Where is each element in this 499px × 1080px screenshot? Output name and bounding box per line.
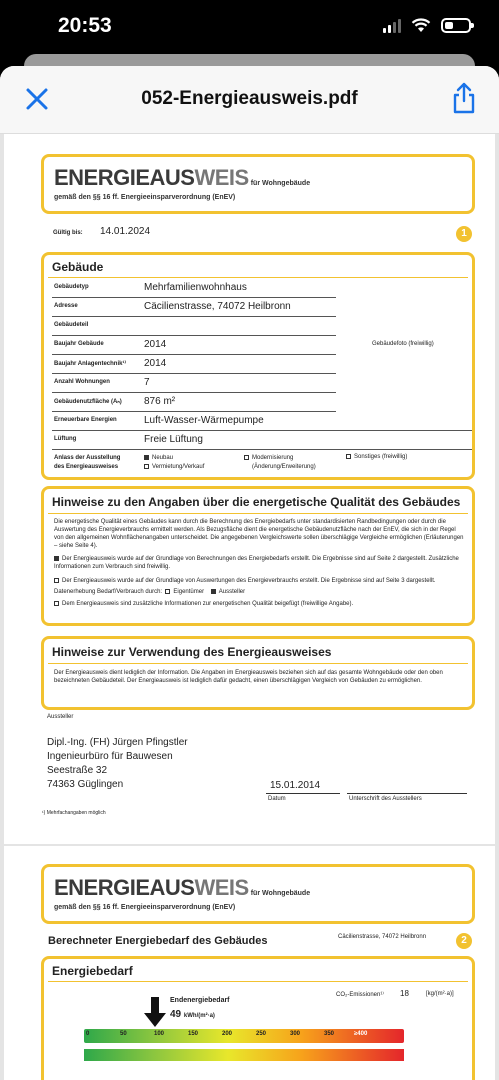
anlass-options-col2: [244, 454, 316, 472]
doc-title-part-a: ENERGIEAUS: [54, 165, 195, 190]
nav-bar: [0, 66, 499, 134]
title-box: [41, 154, 475, 214]
scale-tick: 350: [324, 1031, 335, 1037]
endenergie-value-row: [170, 1009, 215, 1020]
row-value: 2014: [144, 339, 167, 350]
anlass-label: [54, 454, 120, 472]
doc-title-suffix: für Wohngebäude: [250, 180, 311, 187]
anlass-options-col1: [144, 454, 204, 472]
energiebedarf-box: [41, 956, 475, 1080]
pdf-page-1: [4, 134, 495, 844]
checkbox-verbrauch[interactable]: [54, 578, 59, 583]
row-value: Cäcilienstrasse, 74072 Heilbronn: [144, 301, 291, 312]
hinweise-item-zusatz: [54, 600, 464, 608]
aussteller-option-label: Aussteller: [218, 589, 246, 595]
doc-title-2-part-b: WEIS: [194, 875, 249, 900]
aussteller-street: Seestraße 32: [47, 765, 108, 776]
energy-scale-ticks: [84, 1031, 404, 1041]
hinweise-qualitaet-text: Die energetische Qualität eines Gebäudes kann durch die Berechnung des Energiebedarfs unter standardisierten Randbedingungen oder durch die Auswertung des Energieverbrauchs ermittelt werden. Als Bezugsfläche dient die energetische Gebäudenutzfläche nach der EnEV, die sich in der Regel von den allgemeinen Wohnflächenangaben unterscheidet. Die angegebenen Vergleichswerte sollen überschlägige Vergleiche ermöglichen (Erläuterungen – siehe Seite 4).: [54, 519, 464, 549]
gebaeude-box: [41, 252, 475, 480]
row-gebaeudetyp: [52, 279, 336, 298]
scale-tick: ≥400: [354, 1031, 368, 1037]
row-label: Baujahr Gebäude: [54, 341, 104, 347]
eigentuemer-label: Eigentümer: [173, 589, 205, 595]
row-lueftung: [52, 431, 472, 450]
cellular-signal-icon: [383, 19, 401, 33]
opt-vermietung-label: Vermietung/Verkauf: [152, 464, 205, 470]
opt-modernisierung-label: Modernisierung: [252, 455, 294, 461]
row-value: 7: [144, 377, 150, 388]
row-label: Anzahl Wohnungen: [54, 379, 110, 385]
status-icons: [383, 18, 471, 33]
energiebedarf-box-heading: Energiebedarf: [52, 964, 133, 978]
row-adresse: [52, 298, 336, 317]
row-value: Freie Lüftung: [144, 434, 203, 445]
row-baujahr-anlagentechnik: [52, 355, 336, 374]
scale-tick: 100: [154, 1031, 165, 1037]
endenergie-unit: kWh/(m²·a): [183, 1013, 215, 1019]
anlass-label-line-1: Anlass der Ausstellung: [54, 455, 121, 461]
aussteller-name: Dipl.-Ing. (FH) Jürgen Pfingstler: [47, 737, 188, 748]
co2-label: CO₂-Emissionen¹⁾: [336, 992, 384, 998]
opt-modernisierung-sub: (Änderung/Erweiterung): [252, 464, 316, 470]
row-label: Gebäudeteil: [54, 322, 89, 328]
item-zusatz-text: Dem Energieausweis sind zusätzliche Informationen zur energetischen Qualität beigefügt (freiwillige Angabe).: [62, 601, 354, 607]
endenergie-label: Endenergiebedarf: [170, 997, 230, 1004]
checkbox-vermietung[interactable]: [144, 464, 149, 469]
datenerhebung-label: Datenerhebung Bedarf/Verbrauch durch:: [54, 589, 163, 595]
hinweise-qualitaet-box: [41, 486, 475, 626]
energiebedarf-heading: Berechneter Energiebedarf des Gebäudes: [48, 935, 268, 947]
title-box-2: [41, 864, 475, 924]
co2-value: 18: [400, 989, 409, 998]
pdf-page-2: [4, 846, 495, 1080]
hinweise-item-bedarf: [54, 555, 464, 571]
page-badge: 1: [456, 226, 472, 242]
checkbox-eigentuemer[interactable]: [165, 589, 170, 594]
checkbox-bedarf[interactable]: [54, 556, 59, 561]
opt-neubau-label: Neubau: [152, 455, 174, 461]
endenergie-value: 49: [170, 1009, 182, 1020]
doc-subtitle-2: gemäß den §§ 16 ff. Energieeinsparverordnung (EnEV): [54, 904, 236, 911]
status-bar: [0, 0, 499, 58]
row-label: Erneuerbare Energien: [54, 417, 117, 423]
aussteller-city: 74363 Güglingen: [47, 779, 124, 790]
row-label: Baujahr Anlagentechnik¹⁾: [54, 361, 126, 367]
status-time: 20:53: [58, 14, 112, 37]
photo-placeholder-label: Gebäudefoto (freiwillig): [372, 341, 434, 347]
doc-title: [54, 165, 310, 191]
page-badge-2: 2: [456, 933, 472, 949]
row-baujahr-gebaeude: [52, 336, 336, 355]
co2-unit: [kg/(m²·a)]: [426, 991, 454, 997]
row-value: 876 m²: [144, 396, 176, 407]
row-nutzflaeche: [52, 393, 336, 412]
document-title: 052-Energieausweis.pdf: [141, 88, 358, 109]
item-bedarf-text: Der Energieausweis wurde auf der Grundlage von Berechnungen des Energiebedarfs erstellt. Die Ergebnisse sind auf Seite 2 dargestellt. Zusätzliche Informationen zum Verbrauch sind freiwillig.: [54, 556, 459, 570]
item-verbrauch-text: Der Energieausweis wurde auf der Grundlage von Auswertungen des Energieverbrauchs erstellt. Die Ergebnisse sind auf Seite 3 dargestellt.: [62, 578, 436, 584]
hinweise-verwendung-text: Der Energieausweis dient lediglich der Information. Die Angaben im Energieausweis beziehen sich auf das gesamte Wohngebäude oder den oben bezeichneten Gebäudeteil. Der Energieausweis ist lediglich dafür gedacht, einen überschlägigen Vergleich von Gebäuden zu ermöglichen.: [54, 670, 443, 684]
gebaeude-heading: Gebäude: [52, 260, 104, 274]
doc-title-part-b: WEIS: [194, 165, 249, 190]
row-label: Lüftung: [54, 436, 77, 442]
row-label: Gebäudetyp: [54, 284, 89, 290]
pdf-sheet: [0, 66, 499, 1080]
scale-tick: 50: [120, 1031, 127, 1037]
hinweise-verwendung-box: [41, 636, 475, 710]
aussteller-label: Aussteller: [47, 714, 74, 720]
valid-until-label: Gültig bis:: [53, 230, 83, 236]
energy-scale-lower: [84, 1049, 404, 1061]
row-value: Mehrfamilienwohnhaus: [144, 282, 247, 293]
hinweise-verwendung-heading: Hinweise zur Verwendung des Energieausweises: [52, 645, 332, 659]
anlass-label-line-2: des Energieausweises: [54, 464, 119, 470]
checkbox-sonstiges[interactable]: [346, 454, 351, 459]
wifi-icon: [411, 18, 431, 33]
row-anzahl-wohnungen: [52, 374, 336, 393]
row-erneuerbare-energien: [52, 412, 472, 431]
checkbox-modernisierung[interactable]: [244, 455, 249, 460]
row-value: 2014: [144, 358, 167, 369]
share-icon[interactable]: [451, 82, 477, 114]
scale-tick: 300: [290, 1031, 301, 1037]
opt-sonstiges-label: Sonstiges (freiwillig): [354, 454, 408, 461]
issue-date: 15.01.2014: [270, 780, 321, 791]
date-label: Datum: [268, 796, 286, 802]
aussteller-address: [47, 736, 188, 792]
hinweise-item-verbrauch: [54, 577, 464, 585]
scale-tick: 0: [86, 1031, 90, 1037]
scale-tick: 200: [222, 1031, 233, 1037]
row-gebaeudeteil: [52, 317, 336, 336]
pdf-viewer[interactable]: [0, 134, 499, 1080]
row-label: Adresse: [54, 303, 78, 309]
checkbox-aussteller[interactable]: [211, 589, 216, 594]
checkbox-zusatzinfo[interactable]: [54, 601, 59, 606]
footnote: ¹) Mehrfachangaben möglich: [42, 810, 106, 816]
anlass-options-col3: [346, 454, 407, 460]
hinweise-item-datenerhebung: [54, 588, 464, 596]
row-label: Gebäudenutzfläche (Aₙ): [54, 399, 122, 405]
scale-tick: 150: [188, 1031, 199, 1037]
endenergie-arrow-icon: [144, 997, 166, 1027]
hinweise-qualitaet-heading: Hinweise zu den Angaben über die energetische Qualität des Gebäudes: [52, 495, 461, 509]
doc-title-2: [54, 875, 310, 901]
battery-icon: [441, 18, 471, 33]
doc-title-2-suffix: für Wohngebäude: [250, 890, 311, 897]
page2-address: Cäcilienstrasse, 74072 Heilbronn: [338, 934, 427, 940]
aussteller-firm: Ingenieurbüro für Bauwesen: [47, 751, 173, 762]
doc-subtitle: gemäß den §§ 16 ff. Energieeinsparverordnung (EnEV): [54, 194, 236, 201]
checkbox-neubau[interactable]: [144, 455, 149, 460]
signature-label: Unterschrift des Ausstellers: [349, 796, 422, 802]
doc-title-2-part-a: ENERGIEAUS: [54, 875, 195, 900]
row-value: Luft-Wasser-Wärmepumpe: [144, 415, 264, 426]
scale-tick: 250: [256, 1031, 267, 1037]
valid-until-value: 14.01.2024: [100, 226, 151, 237]
